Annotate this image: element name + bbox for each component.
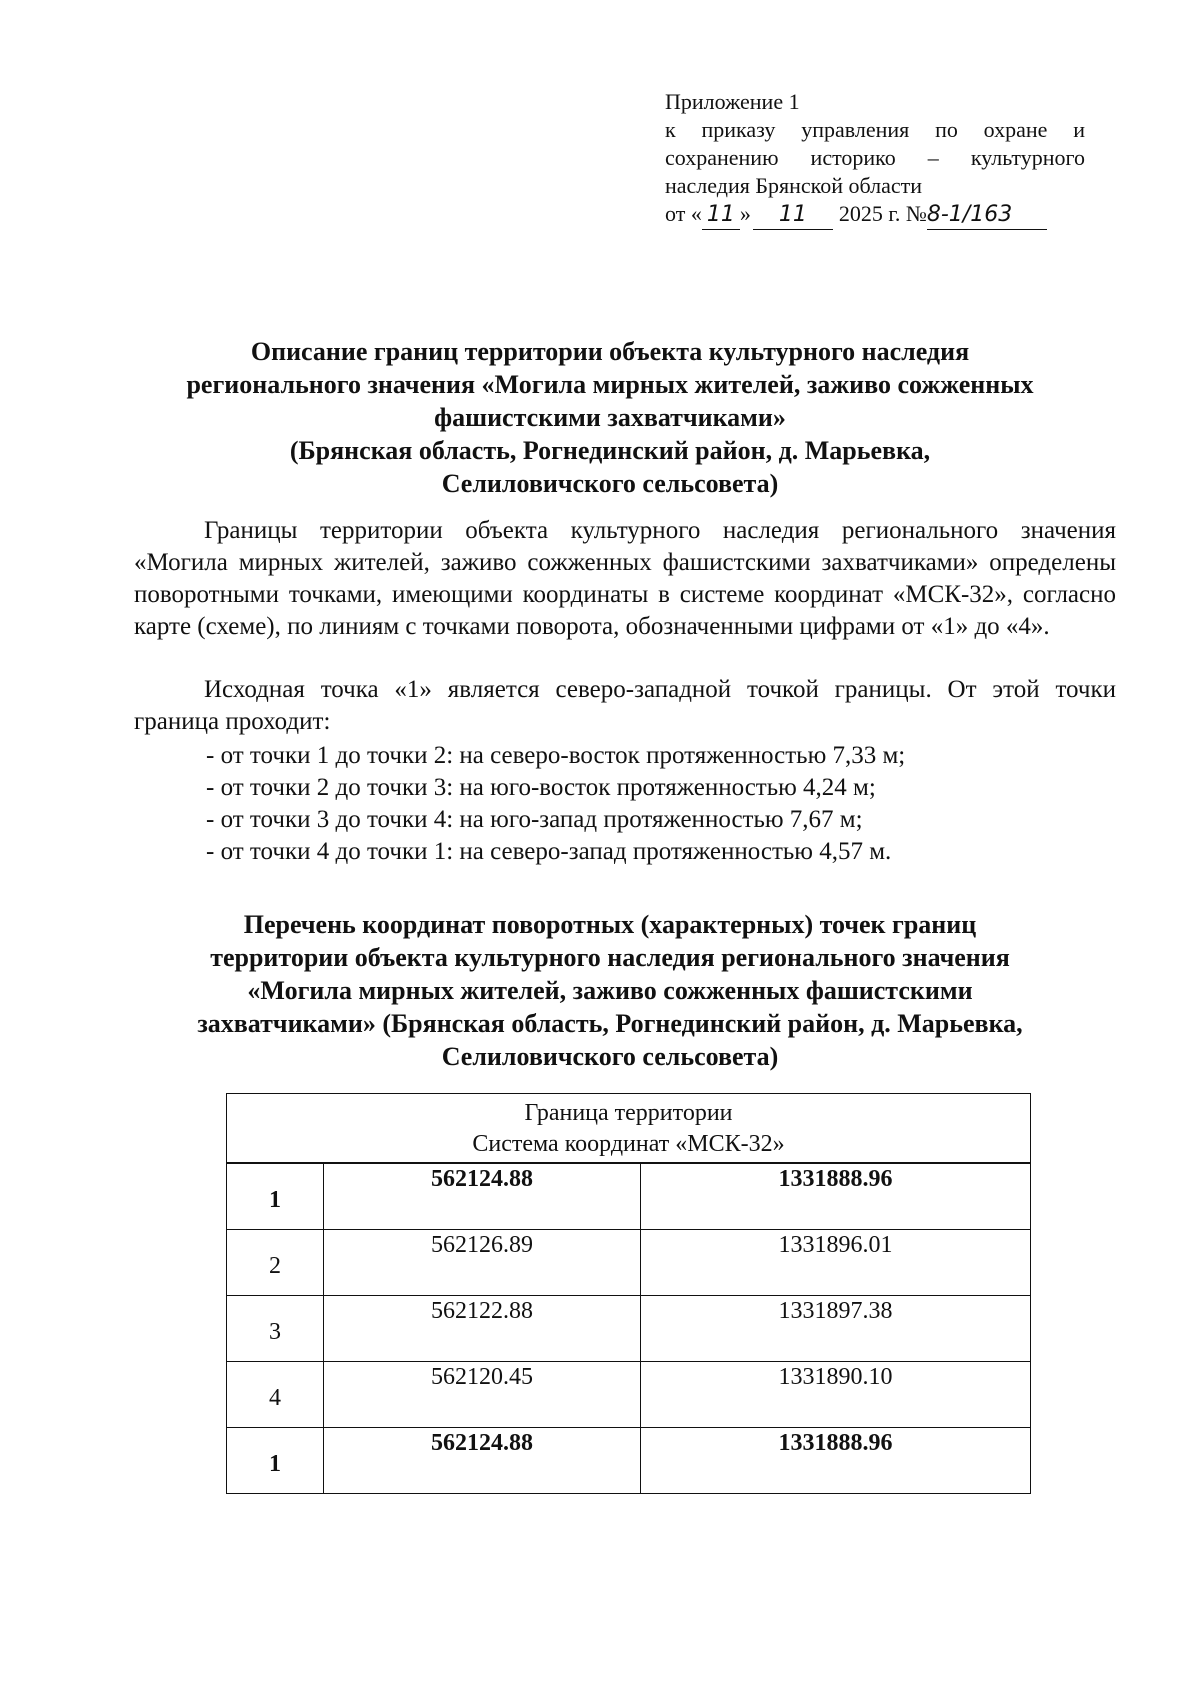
coord-x: 562126.89: [324, 1230, 641, 1296]
order-number-blank: [927, 200, 1047, 230]
point-number: 4: [227, 1362, 324, 1428]
table-row: [227, 1163, 1031, 1230]
paragraph-text: Исходная точка «1» является северо-западной точкой границы. От этой точки граница проходит:: [134, 676, 1116, 735]
point-number: 1: [227, 1163, 324, 1230]
appendix-header: [665, 88, 1085, 230]
table-header-row: [227, 1094, 1031, 1164]
order-ref-line-1: к приказу управления по охране и: [665, 117, 1085, 142]
order-date-line: [665, 200, 1085, 230]
date-prefix: от «: [665, 201, 702, 226]
coordinates-table: [226, 1093, 1031, 1494]
coord-y: 1331896.01: [641, 1230, 1031, 1296]
appendix-label: Приложение 1: [665, 89, 800, 114]
title1-line: Селиловичского сельсовета): [441, 469, 779, 498]
table-header-cell: [227, 1094, 1031, 1164]
title2-line: Селиловичского сельсовета): [441, 1042, 779, 1071]
order-ref-line-2: сохранению историко – культурного: [665, 145, 1085, 170]
title1-line: (Брянская область, Рогнединский район, д. Марьевка,: [289, 436, 931, 465]
segment-list: [206, 740, 905, 868]
table-header-line: Граница территории: [524, 1100, 733, 1126]
coord-x: 562122.88: [324, 1296, 641, 1362]
handwritten-day: 11: [706, 202, 735, 227]
date-day-blank: [702, 200, 740, 230]
coord-x: 562124.88: [324, 1428, 641, 1494]
order-ref-line-3: наследия Брянской области: [665, 173, 923, 198]
handwritten-month: 11: [778, 202, 807, 227]
point-number: 1: [227, 1428, 324, 1494]
segment-item: - от точки 2 до точки 3: на юго-восток протяженностью 4,24 м;: [206, 774, 876, 801]
title2-line: территории объекта культурного наследия регионального значения: [210, 943, 1010, 972]
date-mid: »: [739, 201, 751, 226]
title2-line: захватчиками» (Брянская область, Рогнединский район, д. Марьевка,: [197, 1009, 1023, 1038]
date-year: 2025 г. №: [838, 201, 927, 226]
handwritten-order-number: 8-1/163: [926, 202, 1013, 227]
title2-line: «Могила мирных жителей, заживо сожженных фашистскими: [247, 976, 973, 1005]
coord-y: 1331890.10: [641, 1362, 1031, 1428]
table-row: [227, 1296, 1031, 1362]
table-row: [227, 1428, 1031, 1494]
coordinates-list-title: [130, 908, 1090, 1073]
title1-line: регионального значения «Могила мирных жителей, заживо сожженных: [186, 370, 1034, 399]
table-row: [227, 1230, 1031, 1296]
coord-y: 1331888.96: [641, 1163, 1031, 1230]
paragraph-text: Границы территории объекта культурного наследия регионального значения «Могила мирных жителей, заживо сожженных фашистскими захватчиками» определены поворотными точками, имеющими координаты в системе координат «МСК-32», согласно карте (схеме), по линиям с точками поворота, обозначенными цифрами от «1» до «4».: [134, 517, 1116, 640]
origin-paragraph: [134, 674, 1116, 738]
coord-y: 1331897.38: [641, 1296, 1031, 1362]
segment-item: - от точки 4 до точки 1: на северо-запад протяженностью 4,57 м.: [206, 838, 892, 865]
table-header-line: Система координат «МСК-32»: [472, 1131, 785, 1157]
title1-line: фашистскими захватчиками»: [434, 403, 786, 432]
title1-line: Описание границ территории объекта культурного наследия: [250, 337, 970, 366]
segment-item: - от точки 3 до точки 4: на юго-запад протяженностью 7,67 м;: [206, 806, 863, 833]
point-number: 2: [227, 1230, 324, 1296]
segment-item: - от точки 1 до точки 2: на северо-восток протяженностью 7,33 м;: [206, 742, 906, 769]
date-month-blank: [753, 200, 833, 230]
point-number: 3: [227, 1296, 324, 1362]
coord-x: 562124.88: [324, 1163, 641, 1230]
boundary-paragraph: [134, 515, 1116, 643]
boundary-description-title: [130, 335, 1090, 500]
coord-x: 562120.45: [324, 1362, 641, 1428]
coord-y: 1331888.96: [641, 1428, 1031, 1494]
title2-line: Перечень координат поворотных (характерных) точек границ: [243, 910, 977, 939]
table-row: [227, 1362, 1031, 1428]
